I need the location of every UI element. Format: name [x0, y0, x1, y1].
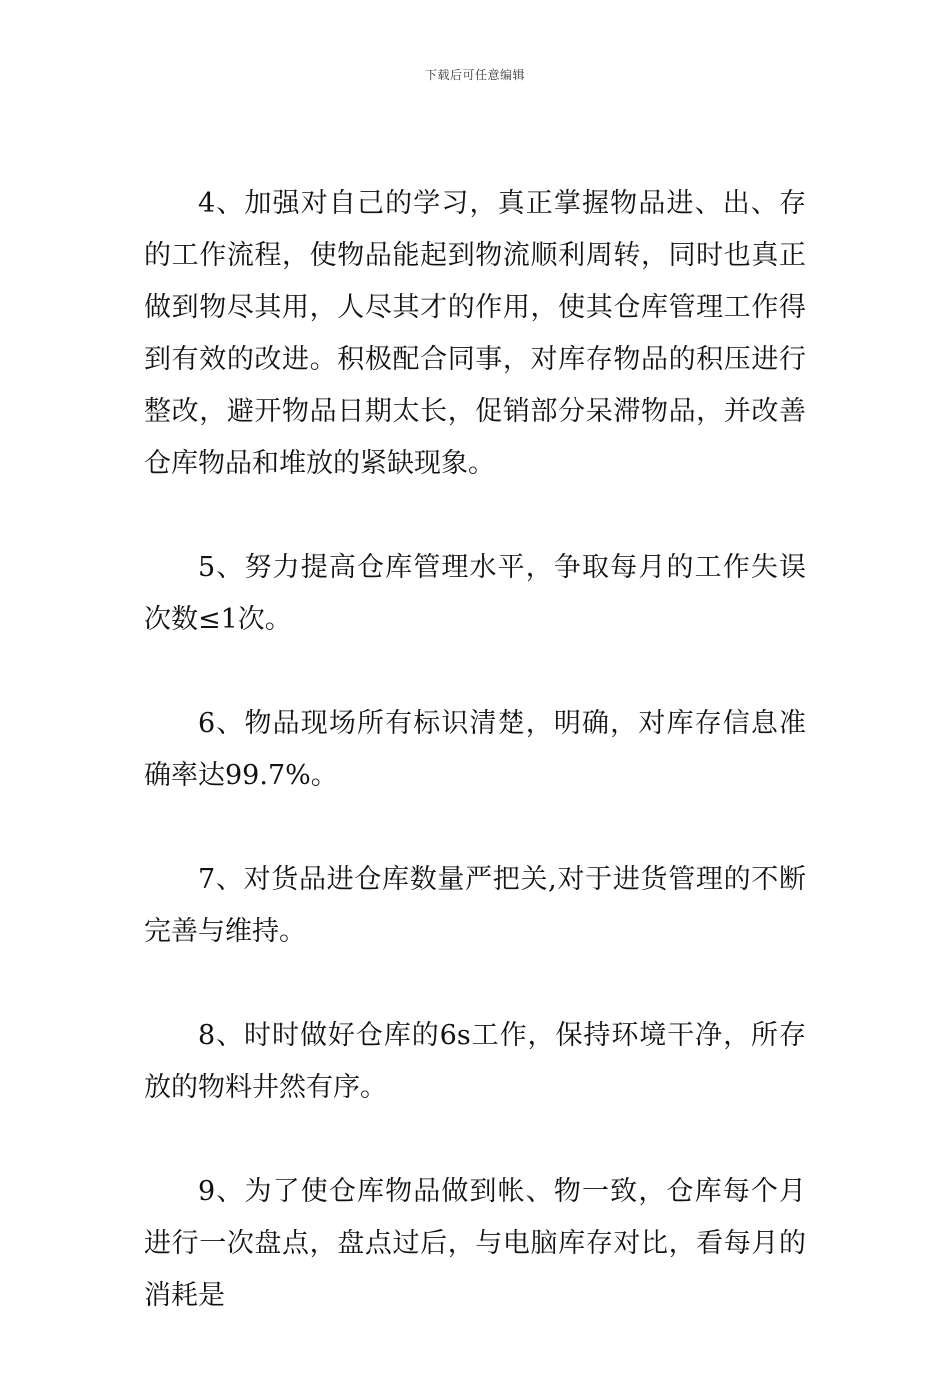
paragraph-6: 6、物品现场所有标识清楚，明确，对库存信息准确率达99.7%。	[144, 708, 806, 791]
document-body	[144, 178, 806, 1374]
paragraph-8: 8、时时做好仓库的6s工作，保持环境干净，所存放的物料井然有序。	[144, 1020, 806, 1103]
paragraph-7: 7、对货品进仓库数量严把关,对于进货管理的不断完善与维持。	[144, 864, 806, 947]
paragraph-4: 4、加强对自己的学习，真正掌握物品进、出、存的工作流程，使物品能起到物流顺利周转，同时也真正做到物尽其用，人尽其才的作用，使其仓库管理工作得到有效的改进。积极配合同事，对库存物品的积压进行整改，避开物品日期太长，促销部分呆滞物品，并改善仓库物品和堆放的紧缺现象。	[144, 188, 806, 479]
paragraph-9: 9、为了使仓库物品做到帐、物一致，仓库每个月进行一次盘点，盘点过后，与电脑库存对比，看每月的消耗是	[144, 1176, 806, 1311]
paragraph-5: 5、努力提高仓库管理水平，争取每月的工作失误次数≤1次。	[144, 552, 806, 635]
page-header: 下载后可任意编辑	[424, 68, 525, 82]
